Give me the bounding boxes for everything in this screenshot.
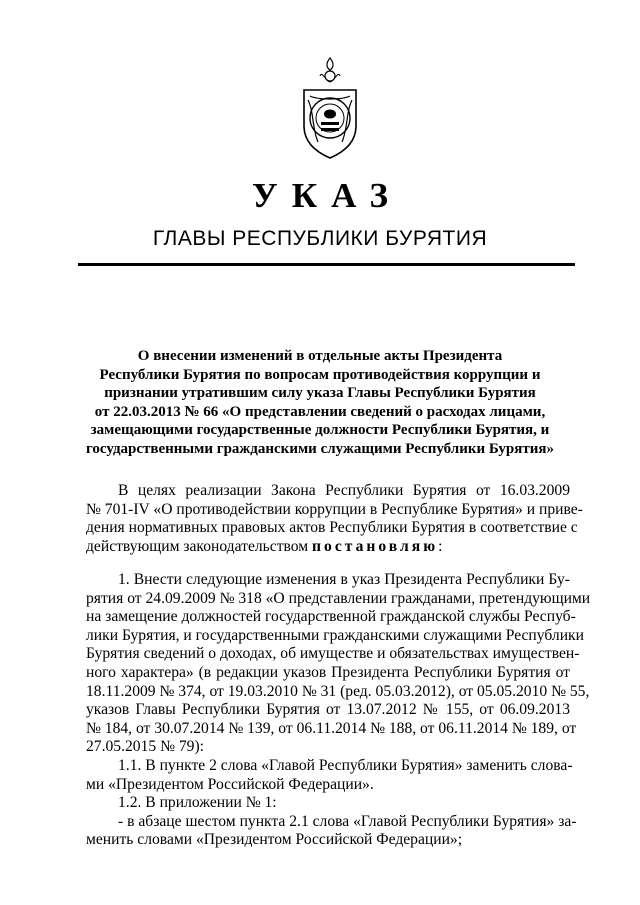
paragraph-line: - в абзаце шестом пункта 2.1 слова «Главой Республики Бурятия» за-: [118, 812, 577, 830]
heading-line: Республики Бурятия по вопросам противодействия коррупции и: [99, 366, 541, 383]
paragraph-line: № 184, от 30.07.2014 № 139, от 06.11.2014 № 188, от 06.11.2014 № 189, от: [86, 719, 577, 737]
paragraph-line: 1.2. В приложении № 1:: [118, 794, 277, 812]
paragraph-line: дения нормативных правовых актов Республики Бурятия в соответствие с: [86, 519, 578, 537]
heading-line: замещающими государственные должности Республики Бурятия, и: [90, 422, 550, 438]
preamble-paragraph: [86, 482, 583, 556]
decree-heading: [80, 347, 560, 458]
preamble-colon: :: [438, 537, 443, 555]
heading-line: О внесении изменений в отдельные акты Президента: [137, 348, 503, 364]
document-subtitle: ГЛАВЫ РЕСПУБЛИКИ БУРЯТИЯ: [152, 227, 488, 250]
paragraph-line: ного характера» (в редакции указов Президента Республики Бурятия от: [86, 663, 570, 681]
heading-line: от 22.03.2013 № 66 «О представлении сведений о расходах лицами,: [94, 403, 546, 420]
paragraph-line: В целях реализации Закона Республики Бурятия от 16.03.2009: [118, 482, 570, 499]
document-title: УКАЗ: [252, 176, 402, 215]
paragraph-line: рятия от 24.09.2009 № 318 «О представлении гражданами, претендующими: [86, 589, 591, 607]
paragraph-line: лики Бурятия, и государственными гражданскими служащими Республики: [86, 626, 584, 644]
preamble-text: действующим законодательством: [86, 537, 309, 555]
paragraph-line: указов Главы Республики Бурятия от 13.07.2012 № 155, от 06.09.2013: [86, 701, 570, 719]
paragraph-line: на замещение должностей государственной гражданской службы Респуб-: [86, 608, 576, 626]
paragraph-line: менить словами «Президентом Российской Федерации»;: [86, 831, 463, 849]
paragraph-line: 27.05.2015 № 79):: [86, 738, 204, 756]
paragraph-line: № 701-IV «О противодействии коррупции в Республике Бурятия» и приве-: [86, 500, 583, 518]
paragraph-line: 1.1. В пункте 2 слова «Главой Республики Бурятия» заменить слова-: [118, 756, 573, 774]
heading-line: государственными гражданскими служащими Республики Бурятия»: [85, 440, 554, 457]
decree-body: [86, 571, 591, 850]
decree-keyword: постановляю: [312, 537, 439, 555]
header-divider: [78, 263, 575, 266]
paragraph-line: 1. Внести следующие изменения в указ Президента Республики Бу-: [118, 571, 570, 588]
coat-of-arms-emblem: [294, 56, 366, 160]
heading-line: признании утратившим силу указа Главы Республики Бурятия: [104, 385, 536, 401]
paragraph-line: [86, 538, 570, 557]
paragraph-line: Бурятия сведений о доходах, об имуществе и обязательствах имуществен-: [86, 645, 580, 663]
paragraph-line: ми «Президентом Российской Федерации».: [86, 775, 374, 793]
paragraph-line: 18.11.2009 № 374, от 19.03.2010 № 31 (ред. 05.03.2012), от 05.05.2010 № 55,: [86, 682, 590, 700]
